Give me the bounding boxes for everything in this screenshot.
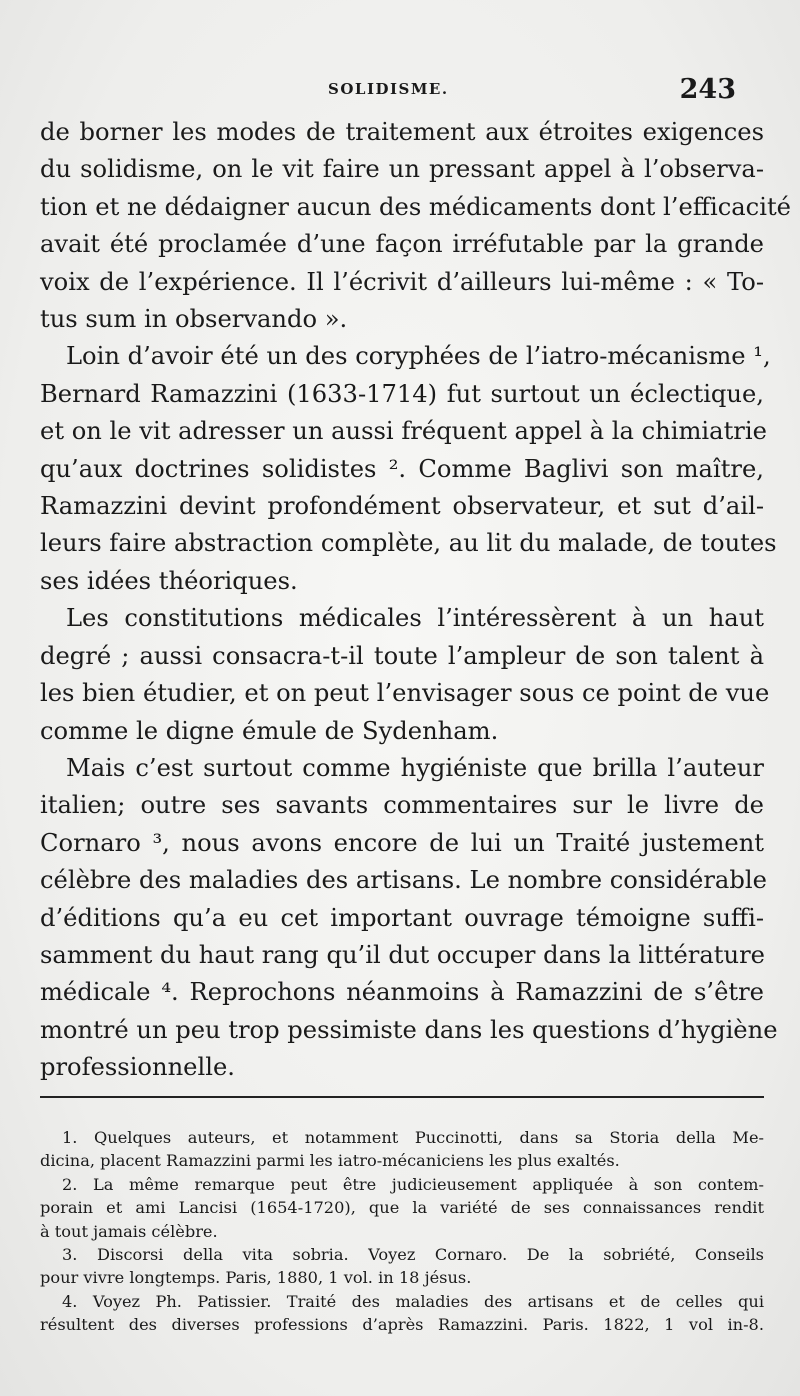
body-line: samment du haut rang qu’il dut occuper dans la littérature xyxy=(40,940,765,969)
footnote-line: dicina, placent Ramazzini parmi les iatro-mécaniciens les plus exaltés. xyxy=(40,1151,620,1171)
footnote-line: 1. Quelques auteurs, et notamment Puccinotti, dans sa Storia della Me- xyxy=(62,1128,764,1147)
body-line: célèbre des maladies des artisans. Le nombre considérable xyxy=(40,866,767,895)
body-line: médicale ⁴. Reprochons néanmoins à Ramazzini de s’être xyxy=(40,978,764,1007)
page-header xyxy=(0,74,800,108)
body-line: Mais c’est surtout comme hygiéniste que brilla l’auteur xyxy=(66,753,764,782)
body-text xyxy=(40,114,791,1087)
body-line: Bernard Ramazzini (1633-1714) fut surtout un éclectique, xyxy=(40,379,764,408)
body-line: de borner les modes de traitement aux étroites exigences xyxy=(40,118,764,146)
body-line: Les constitutions médicales l’intéressèrent à un haut xyxy=(66,604,764,633)
body-line: Ramazzini devint profondément observateur, et sut d’ail- xyxy=(40,492,764,521)
footnote-line: résultent des diverses professions d’après Ramazzini. Paris. 1822, 1 vol in-8. xyxy=(40,1315,764,1335)
body-line: degré ; aussi consacra-t-il toute l’ampleur de son talent à xyxy=(40,641,764,670)
body-line: ses idées théoriques. xyxy=(40,566,298,595)
body-line: les bien étudier, et on peut l’envisager sous ce point de vue xyxy=(40,679,770,708)
body-line: avait été proclamée d’une façon irréfutable par la grande xyxy=(40,230,764,259)
body-line: et on le vit adresser un aussi fréquent appel à la chimiatrie xyxy=(40,417,767,446)
page-number: 243 xyxy=(679,74,736,105)
body-line: italien; outre ses savants commentaires sur le livre de xyxy=(40,791,764,820)
body-line: Cornaro ³, nous avons encore de lui un Traité justement xyxy=(40,828,764,857)
body-line: tion et ne dédaigner aucun des médicaments dont l’efficacité xyxy=(40,192,791,221)
body-line: d’éditions qu’a eu cet important ouvrage témoigne suffi- xyxy=(40,903,764,932)
body-line: voix de l’expérience. Il l’écrivit d’ailleurs lui-même : « To- xyxy=(40,267,764,296)
footnote-line: à tout jamais célèbre. xyxy=(40,1221,218,1241)
footnote-line: 2. La même remarque peut être judicieusement appliquée à son contem- xyxy=(62,1174,764,1194)
footnote-line: pour vivre longtemps. Paris, 1880, 1 vol. in 18 jésus. xyxy=(40,1268,472,1288)
body-line: du solidisme, on le vit faire un pressant appel à l’observa- xyxy=(40,155,764,184)
footnote-line: 4. Voyez Ph. Patissier. Traité des maladies des artisans et de celles qui xyxy=(62,1291,764,1311)
body-line: montré un peu trop pessimiste dans les questions d’hygiène xyxy=(40,1015,778,1044)
body-line: Loin d’avoir été un des coryphées de l’iatro-mécanisme ¹, xyxy=(66,342,771,371)
running-title: SOLIDISME. xyxy=(328,80,449,98)
body-line: leurs faire abstraction complète, au lit du malade, de toutes xyxy=(40,529,777,558)
body-line: professionnelle. xyxy=(40,1053,235,1082)
body-line: qu’aux doctrines solidistes ². Comme Baglivi son maître, xyxy=(40,454,764,483)
footnotes xyxy=(40,1126,764,1337)
body-line: comme le digne émule de Sydenham. xyxy=(40,716,499,745)
footnote-rule xyxy=(40,1096,764,1098)
body-line: tus sum in observando ». xyxy=(40,305,348,334)
footnote-line: 3. Discorsi della vita sobria. Voyez Cornaro. De la sobriété, Conseils xyxy=(62,1245,764,1265)
footnote-line: porain et ami Lancisi (1654-1720), que la variété de ses connaissances rendit xyxy=(40,1198,764,1218)
